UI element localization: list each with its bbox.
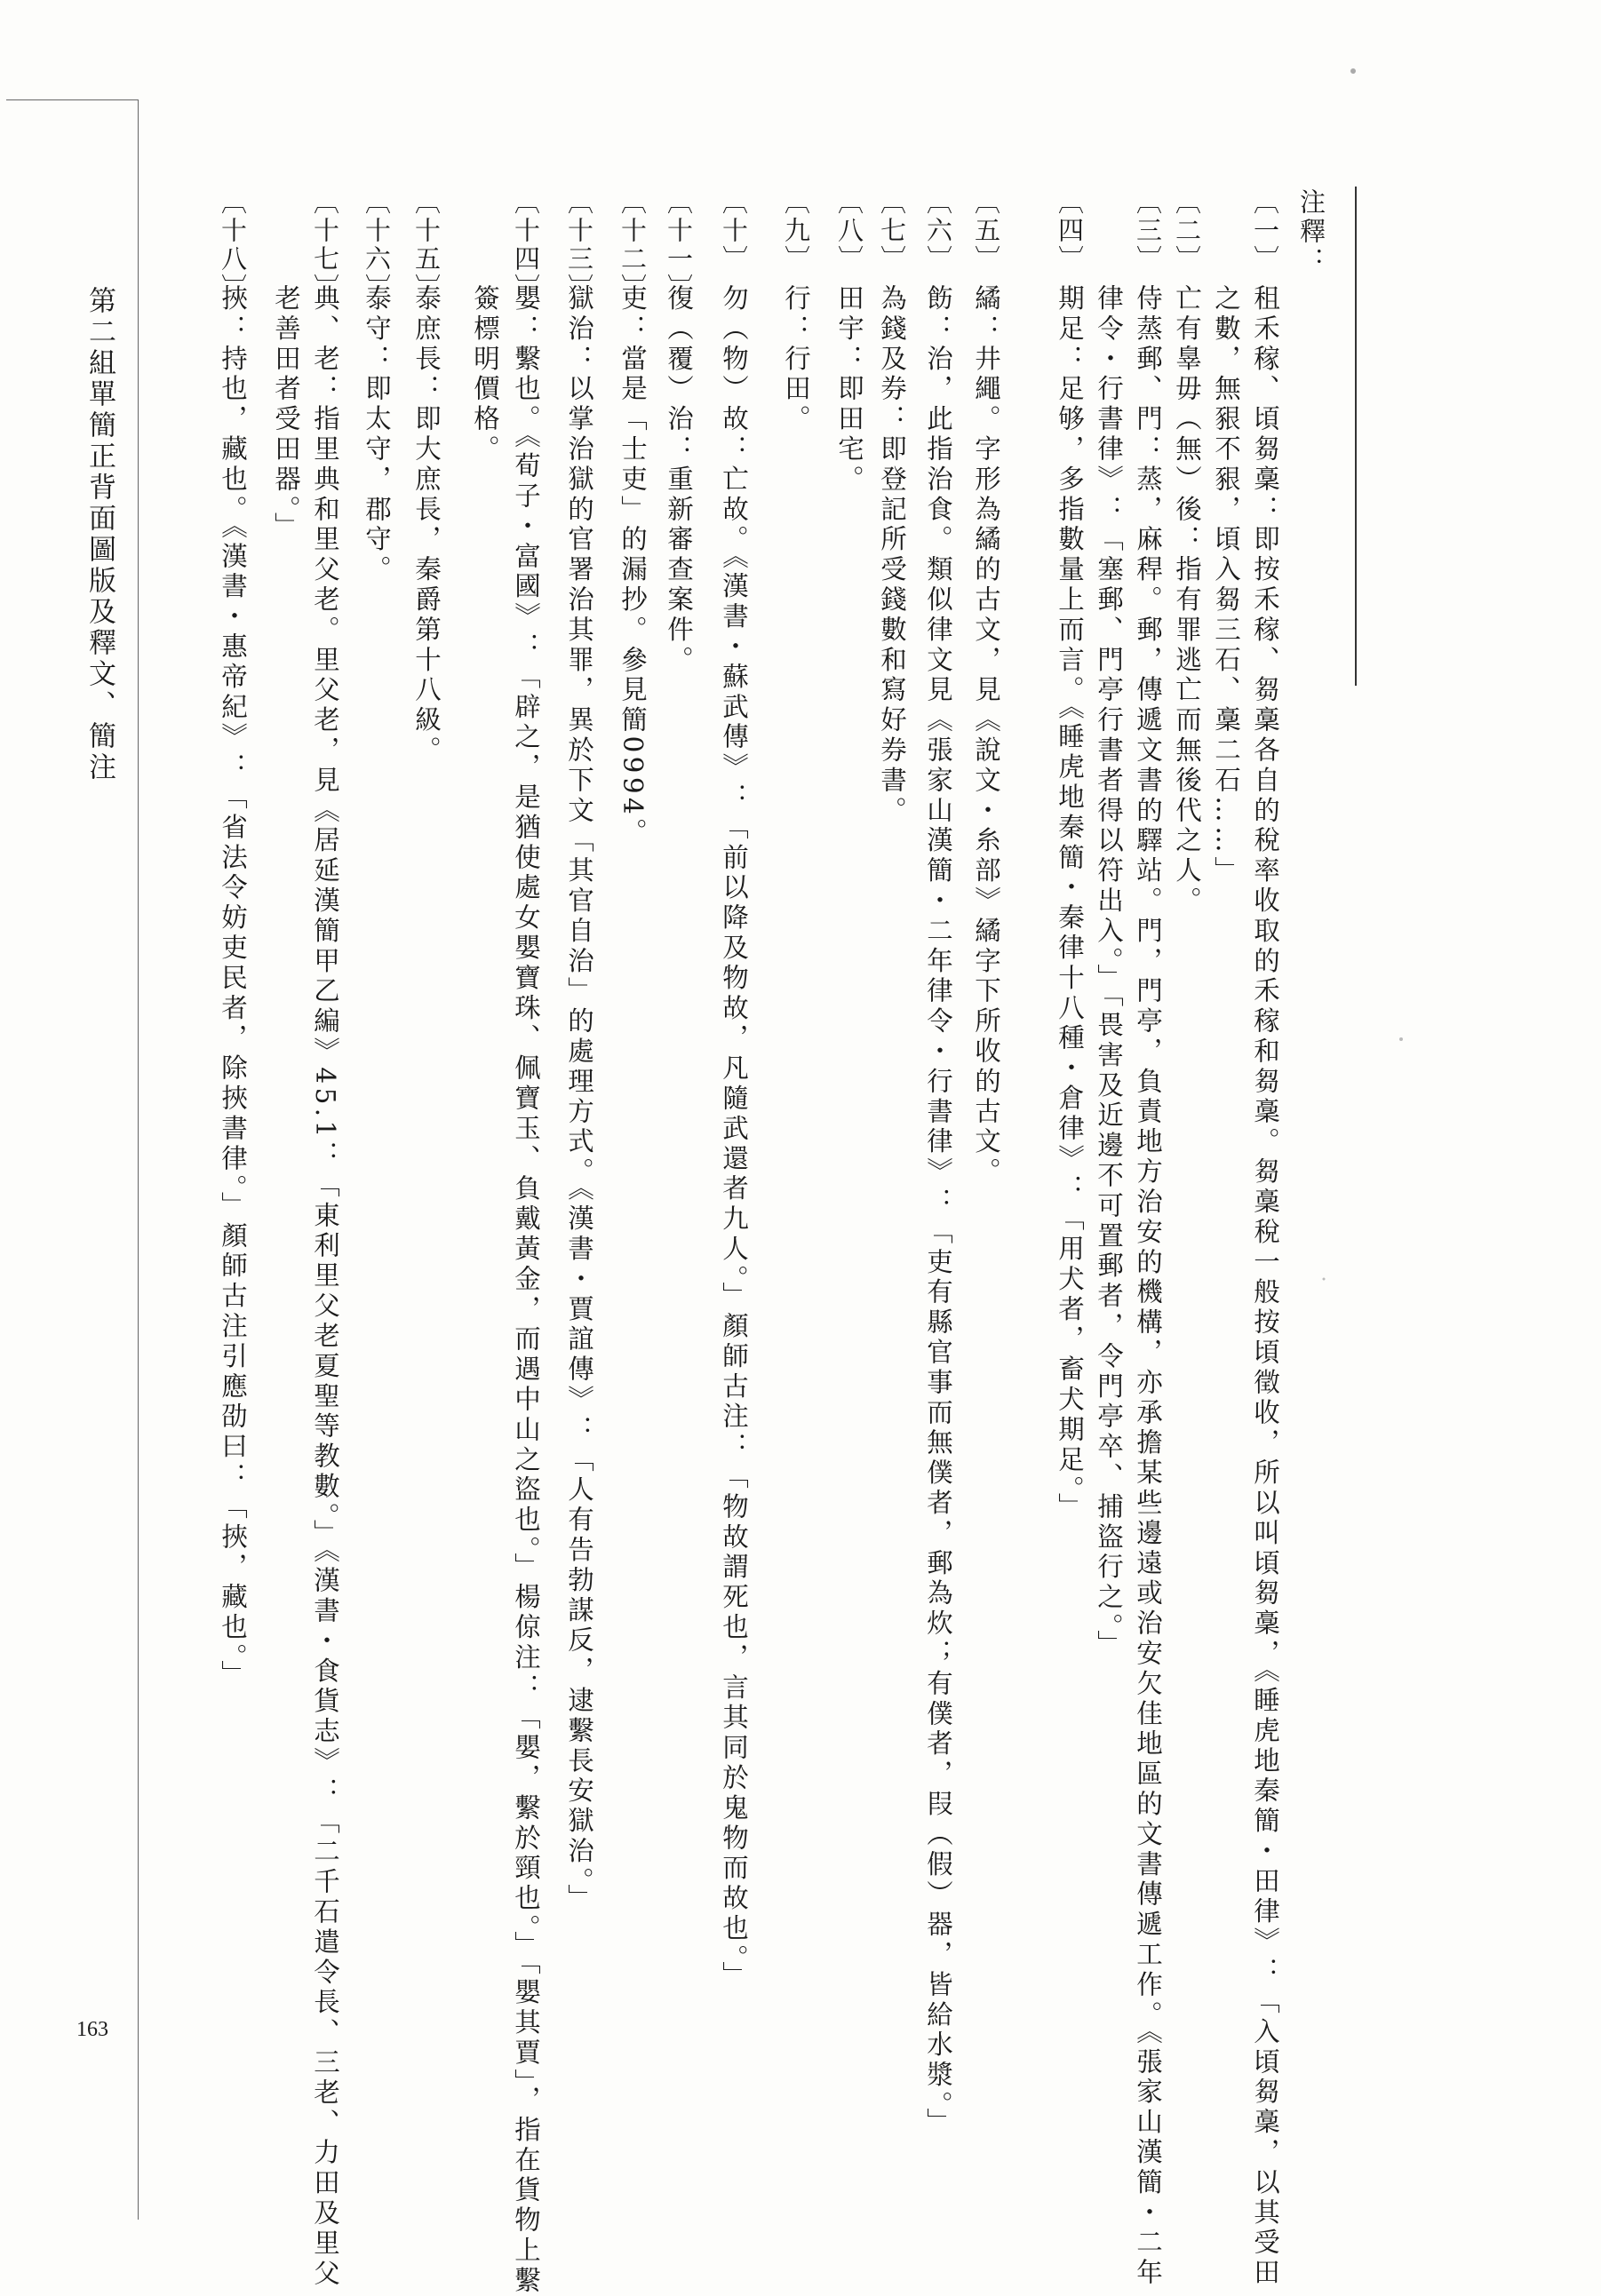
note-marker: 〔十二〕 (617, 188, 648, 302)
note-marker: 〔二〕 (1172, 188, 1202, 274)
note-line: 亡有辠毋（無）後：指有罪逃亡而無後代之人。 (1172, 284, 1202, 917)
note-marker: 〔五〕 (971, 188, 1001, 274)
note-line: 行：行田。 (781, 284, 811, 435)
note-line: 典、老：指里典和里父老。里父老，見《居延漢簡甲乙編》45.1：「東利里父老夏聖等教數。」《漢書・食貨志》：「二千石遣令長、三老、力田及里父 (310, 284, 340, 2290)
note-line: 勿（物）故：亡故。《漢書・蘇武傳》：「前以降及物故，凡隨武還者九人。」顏師古注：「物故謂死也，言其同於鬼物而故也。」 (719, 284, 749, 1991)
scan-speck (1350, 68, 1356, 74)
scan-speck (1399, 1037, 1403, 1041)
note-line: 飭：治，此指治食。類似律文見《張家山漢簡・二年律令・行書律》：「吏有縣官事而無僕者，郵為炊；有僕者，叚（假）器，皆給水漿。」 (923, 284, 953, 2139)
note-line: 挾：持也，藏也。《漢書・惠帝紀》：「省法令妨吏民者，除挾書律。」顏師古注引應劭曰：「挾，藏也。」 (218, 284, 248, 1690)
note-line: 期足：足够，多指數量上而言。《睡虎地秦簡・秦律十八種・倉律》：「用犬者，畜犬期足。」 (1055, 284, 1085, 1523)
note-line: 泰守：即太守，郡守。 (362, 284, 392, 585)
margin-rule (6, 99, 139, 2220)
note-line: 繘：井繩。字形為繘的古文，見《說文・糸部》繘字下所收的古文。 (971, 284, 1001, 1188)
note-line: 侍蒸郵、門：蒸，麻稈。郵，傳遞文書的驛站。門，門亭，負責地方治安的機構，亦承擔某些邊遠或治安欠佳地區的文書傳遞工作。《張家山漢簡・二年 (1133, 284, 1163, 2289)
note-marker: 〔十八〕 (218, 188, 248, 302)
scan-speck (1323, 1278, 1326, 1281)
running-title: 第二組單簡正背面圖版及釋文、簡注 (84, 286, 115, 783)
note-line: 嬰：繫也。《荀子・富國》：「辟之，是猶使處女嬰寶珠、佩寶玉、負戴黃金，而遇中山之盜也。」楊倞注：「嬰，繫於頸也。」「嬰其賈」，指在貨物上繫 (511, 284, 541, 2296)
note-marker: 〔一〕 (1250, 188, 1280, 274)
note-marker: 〔六〕 (923, 188, 953, 274)
note-line: 租禾稼、頃芻稾：即按禾稼、芻稾各自的稅率收取的禾稼和芻稾。芻稾稅一般按頃徵收，所以叫頃芻稾，《睡虎地秦簡・田律》：「入頃芻稾，以其受田 (1250, 284, 1280, 2289)
note-line: 獄治：以掌治獄的官署治其罪，異於下文「其官自治」的處理方式。《漢書・賈誼傳》：「人有告勃謀反，逮繫長安獄治。」 (564, 284, 594, 1914)
note-marker: 〔七〕 (877, 188, 907, 274)
note-marker: 〔十五〕 (411, 188, 442, 302)
page-number: 163 (76, 2018, 108, 2041)
note-marker: 〔十〕 (719, 188, 749, 274)
note-line: 泰庶長：即大庶長，秦爵第十八級。 (411, 284, 442, 767)
notes-heading: 注釋： (1296, 188, 1326, 276)
note-line: 簽標明價格。 (470, 284, 500, 465)
note-marker: 〔十三〕 (564, 188, 594, 302)
note-marker: 〔三〕 (1133, 188, 1163, 274)
note-line: 復（覆）治：重新審查案件。 (664, 284, 694, 676)
note-marker: 〔九〕 (781, 188, 811, 274)
notes-divider (1355, 187, 1357, 686)
note-marker: 〔十一〕 (664, 188, 694, 302)
note-marker: 〔十七〕 (310, 188, 340, 302)
note-line: 之數，無豤不豤，頃入芻三石、稾二石……」 (1211, 284, 1241, 886)
note-marker: 〔八〕 (834, 188, 864, 274)
note-marker: 〔十四〕 (511, 188, 541, 302)
note-line: 田宇：即田宅。 (834, 284, 864, 496)
note-line: 老善田者受田器。」 (271, 284, 301, 543)
note-line: 為錢及券：即登記所受錢數和寫好券書。 (877, 284, 907, 827)
note-marker: 〔十六〕 (362, 188, 392, 302)
note-line: 律令・行書律》：「塞郵、門亭行書者得以符出入。」「畏害及近邊不可置郵者，令門亭卒、捕盜行之。」 (1094, 284, 1124, 1661)
note-line: 吏：當是「士吏」的漏抄。參見簡0994。 (617, 284, 648, 849)
note-marker: 〔四〕 (1055, 188, 1085, 274)
